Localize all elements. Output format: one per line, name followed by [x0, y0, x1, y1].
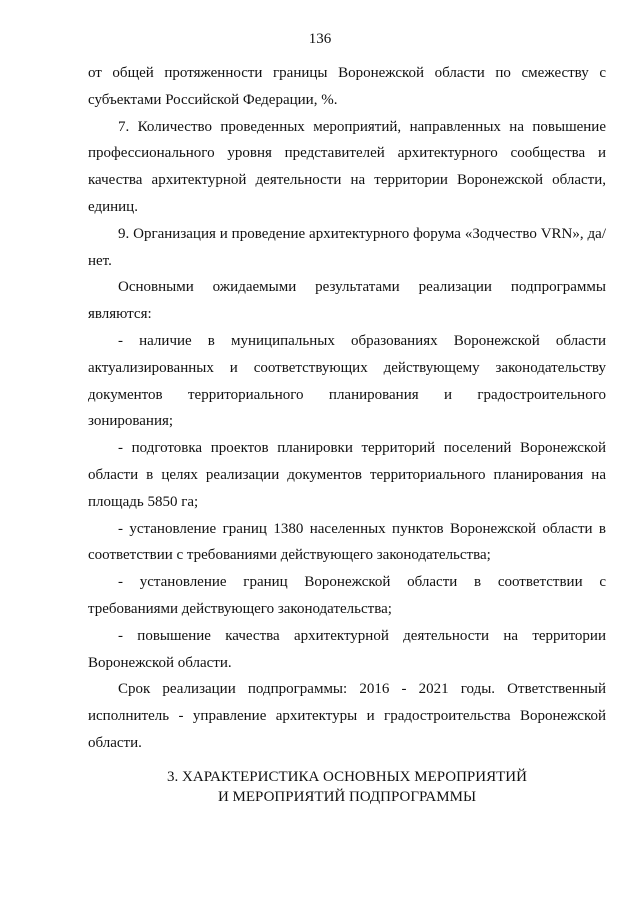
- section-heading: [88, 767, 606, 807]
- list-item-planning-projects: - подготовка проектов планировки территорий поселений Воронежской области в целях реализации документов территориального планирования на площадь 5850 га;: [88, 440, 606, 510]
- list-item-documents: - наличие в муниципальных образованиях Воронежской области актуализированных и соответствующих действующему законодательству документов территориального планирования и градостроительного зонирования;: [88, 332, 606, 430]
- list-item-region-borders: - установление границ Воронежской области в соответствии с требованиями действующего законодательства;: [88, 574, 606, 617]
- paragraph-continuation: от общей протяженности границы Воронежской области по смежеству с субъектами Российской Федерации, %.: [88, 65, 606, 108]
- body-text: [88, 60, 606, 757]
- paragraph-term: Срок реализации подпрограммы: 2016 - 2021 годы. Ответственный исполнитель - управление архитектуры и градостроительства Воронежской области.: [88, 681, 606, 751]
- list-item-settlement-borders: - установление границ 1380 населенных пунктов Воронежской области в соответствии с требованиями действующего законодательства;: [88, 520, 606, 564]
- paragraph-item-7: 7. Количество проведенных мероприятий, направленных на повышение профессионального уровня представителей архитектурного сообщества и качества архитектурной деятельности на территории Воронежской области, единиц.: [88, 118, 606, 215]
- page-number: 136: [308, 31, 332, 47]
- paragraph-expected-results: Основными ожидаемыми результатами реализации подпрограммы являются:: [88, 279, 606, 323]
- section-heading-line-2: И МЕРОПРИЯТИЙ ПОДПРОГРАММЫ: [217, 789, 477, 805]
- section-heading-line-1: 3. ХАРАКТЕРИСТИКА ОСНОВНЫХ МЕРОПРИЯТИЙ: [167, 769, 527, 785]
- list-item-quality: - повышение качества архитектурной деятельности на территории Воронежской области.: [88, 627, 606, 671]
- paragraph-item-9: 9. Организация и проведение архитектурного форума «Зодчество VRN», да/нет.: [88, 225, 606, 269]
